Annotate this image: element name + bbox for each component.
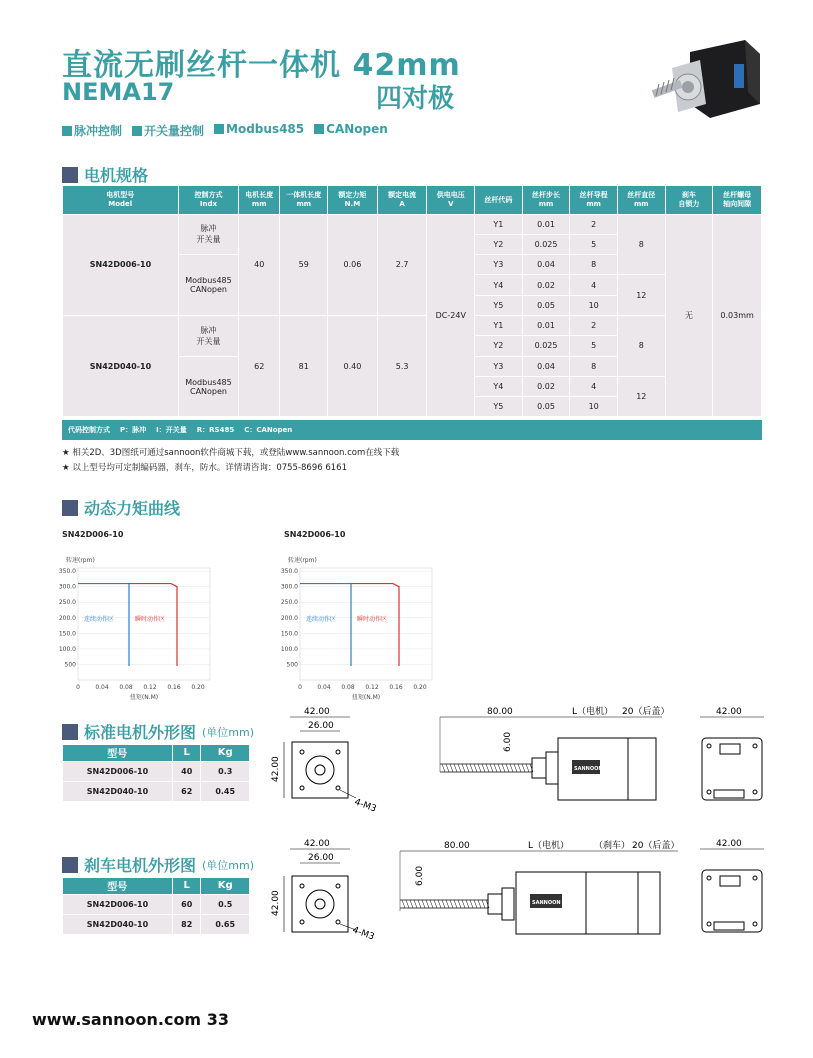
section-marker (62, 167, 78, 183)
section-marker (62, 724, 78, 740)
spec-col-header: 丝杆直径 mm (617, 186, 665, 214)
x-tick-label: 0.08 (341, 684, 355, 691)
tag-canopen: CANopen (314, 122, 388, 139)
table-row: Y5 0.05 10 (63, 397, 762, 417)
svg-text:SANNOON: SANNOON (532, 900, 561, 906)
table-row: Modbus485 CANopen Y3 0.04 8 (63, 356, 762, 376)
series-label-2: 瞬时动作区 (135, 615, 166, 623)
label-plate (734, 64, 744, 88)
x-tick-label: 0.16 (167, 684, 181, 691)
y-tick-label: 150.0 (58, 630, 76, 638)
svg-text:80.00: 80.00 (444, 841, 470, 851)
spec-col-header: 丝杆导程 mm (570, 186, 618, 214)
table-row: Modbus485 CANopen Y3 0.04 8 (63, 255, 762, 275)
spec-col-header: 电机型号 Model (63, 186, 179, 214)
product-photo (650, 34, 770, 124)
table-row: SN42D040-10 82 0.65 (63, 914, 250, 934)
tag-switch: 开关量控制 (132, 122, 204, 139)
x-tick-label: 0.16 (389, 684, 403, 691)
x-tick-label: 0.12 (143, 684, 157, 691)
brake-side-view (392, 836, 682, 946)
svg-text:4-M3: 4-M3 (352, 797, 378, 815)
col-kg: Kg (201, 878, 250, 894)
svg-text:L（电机）: L（电机） (572, 707, 614, 717)
spec-col-header: 控制方式 Indx (178, 186, 238, 214)
table-row: Y2 0.025 5 (63, 234, 762, 254)
spec-col-header: 供电电压 V (427, 186, 475, 214)
svg-text:26.00: 26.00 (308, 853, 334, 863)
col-model: 型号 (63, 745, 173, 761)
tag-modbus: Modbus485 (214, 122, 304, 139)
svg-text:4-M3: 4-M3 (350, 925, 376, 943)
legend-item: P：脉冲 (120, 426, 147, 434)
col-l: L (173, 878, 201, 894)
spec-col-header: 丝杆螺母 轴向间隙 (713, 186, 762, 214)
note-custom: ★ 以上型号均可定制编码器，刹车，防水。详情请咨询：0755-8696 6161 (62, 463, 347, 473)
svg-text:42.00: 42.00 (271, 756, 281, 782)
y-tick-label: 200.0 (58, 614, 76, 622)
x-tick-label: 0 (298, 684, 302, 691)
spec-col-header: 丝杆代码 (475, 186, 523, 214)
y-tick-label: 500 (286, 661, 298, 669)
x-tick-label: 0.04 (95, 684, 109, 691)
x-tick-label: 0.20 (191, 684, 205, 691)
svg-text:20（后盖）: 20（后盖） (622, 707, 670, 717)
tag-pulse: 脉冲控制 (62, 122, 122, 139)
table-row: Y2 0.025 5 (63, 336, 762, 356)
y-axis-label: 转速(rpm) (288, 557, 317, 564)
y-axis-label: 转速(rpm) (66, 557, 95, 564)
y-tick-label: 500 (64, 661, 76, 669)
plot-area (300, 568, 432, 680)
spec-col-header: 额定力矩 N.M (328, 186, 378, 214)
model-cell: SN42D040-10 (63, 315, 179, 416)
x-axis-label: 扭矩(N.M) (129, 694, 159, 701)
spec-col-header: 额定电流 A (377, 186, 427, 214)
series-label-1: 连续动作区 (306, 615, 337, 623)
chart1-title: SN42D006-10 (62, 530, 124, 539)
svg-text:42.00: 42.00 (716, 839, 742, 849)
note-download: ★ 相关2D、3D图纸可通过sannoon软件商城下载，或登陆www.sannoon.com在线下载 (62, 448, 400, 458)
svg-text:20（后盖）: 20（后盖） (632, 841, 680, 851)
x-tick-label: 0.20 (413, 684, 427, 691)
x-tick-label: 0 (76, 684, 80, 691)
spec-col-header: 电机长度 mm (239, 186, 280, 214)
svg-text:6.00: 6.00 (415, 865, 425, 886)
torque-chart-2 (280, 550, 440, 700)
table-row: SN42D006-10 60 0.5 (63, 894, 250, 914)
y-tick-label: 100.0 (58, 645, 76, 653)
model-family: NEMA17 (62, 78, 175, 106)
page-title: 直流无刷丝杆一体机 42mm (62, 48, 461, 83)
y-tick-label: 300.0 (280, 583, 298, 591)
spec-section-title: 电机规格 (62, 163, 148, 186)
spec-col-header: 丝杆步长 mm (522, 186, 570, 214)
svg-text:42.00: 42.00 (716, 707, 742, 717)
x-tick-label: 0.08 (119, 684, 133, 691)
svg-text:L（电机）: L（电机） (528, 841, 570, 851)
series-label-2: 瞬时动作区 (357, 615, 388, 623)
y-tick-label: 350.0 (58, 568, 76, 576)
col-l: L (173, 745, 201, 761)
table-row: SN42D040-10 脉冲 开关量 62 81 0.40 5.3 Y1 0.01 2 8 (63, 315, 762, 335)
table-row: SN42D006-10 40 0.3 (63, 761, 250, 781)
svg-text:42.00: 42.00 (304, 707, 330, 717)
std-side-view (432, 702, 672, 802)
svg-text:42.00: 42.00 (271, 890, 281, 916)
code-legend (62, 420, 762, 440)
col-model: 型号 (63, 878, 173, 894)
page-footer (32, 1010, 229, 1029)
feature-tags (62, 122, 388, 139)
footer-site[interactable]: www.sannoon.com (32, 1010, 202, 1029)
y-tick-label: 150.0 (280, 630, 298, 638)
series-label-1: 连续动作区 (84, 615, 115, 623)
table-row: SN42D006-10 脉冲 开关量 40 59 0.06 2.7 DC-24V Y1 0.01 2 8 无 0.03mm (63, 214, 762, 234)
std-rear-view (694, 702, 774, 802)
svg-text:80.00: 80.00 (487, 707, 513, 717)
legend-item: R：RS485 (196, 426, 235, 434)
section-marker (62, 857, 78, 873)
y-tick-label: 250.0 (280, 599, 298, 607)
torque-chart-1 (58, 550, 218, 700)
svg-text:6.00: 6.00 (503, 731, 513, 752)
svg-text:26.00: 26.00 (308, 721, 334, 731)
y-tick-label: 100.0 (280, 645, 298, 653)
x-axis-label: 扭矩(N.M) (351, 694, 381, 701)
brake-dim-table (62, 878, 250, 935)
table-row: Y5 0.05 10 (63, 295, 762, 315)
svg-text:SANNOON: SANNOON (574, 766, 603, 772)
spec-col-header: 一体机长度 mm (280, 186, 328, 214)
legend-item: I：开关量 (156, 426, 187, 434)
table-row: SN42D040-10 62 0.45 (63, 781, 250, 801)
brake-rear-view (694, 832, 774, 942)
y-tick-label: 200.0 (280, 614, 298, 622)
std-front-view (262, 702, 378, 815)
brake-section-title: 刹车电机外形图 (单位mm) (62, 853, 254, 876)
std-dim-table (62, 745, 250, 802)
x-tick-label: 0.04 (317, 684, 331, 691)
spec-col-header: 刹车 自锁力 (665, 186, 713, 214)
legend-item: C：CANopen (244, 426, 293, 434)
table-row: Y4 0.02 4 12 (63, 275, 762, 295)
spec-table (62, 186, 762, 417)
std-section-title: 标准电机外形图 (单位mm) (62, 720, 254, 743)
y-tick-label: 250.0 (58, 599, 76, 607)
section-marker (62, 500, 78, 516)
col-kg: Kg (201, 745, 250, 761)
table-row: Y4 0.02 4 12 (63, 376, 762, 396)
plot-area (78, 568, 210, 680)
svg-text:（刹车）: （刹车） (594, 841, 631, 851)
model-cell: SN42D006-10 (63, 214, 179, 315)
legend-item: 代码控制方式 (68, 426, 110, 434)
poles-label: 四对极 (376, 84, 455, 114)
y-tick-label: 300.0 (58, 583, 76, 591)
svg-text:42.00: 42.00 (304, 839, 330, 849)
torque-section-title: 动态力矩曲线 (62, 496, 180, 519)
y-tick-label: 350.0 (280, 568, 298, 576)
brake-front-view (262, 832, 376, 943)
page-number: 33 (206, 1010, 229, 1029)
chart2-title: SN42D006-10 (284, 530, 346, 539)
x-tick-label: 0.12 (365, 684, 379, 691)
